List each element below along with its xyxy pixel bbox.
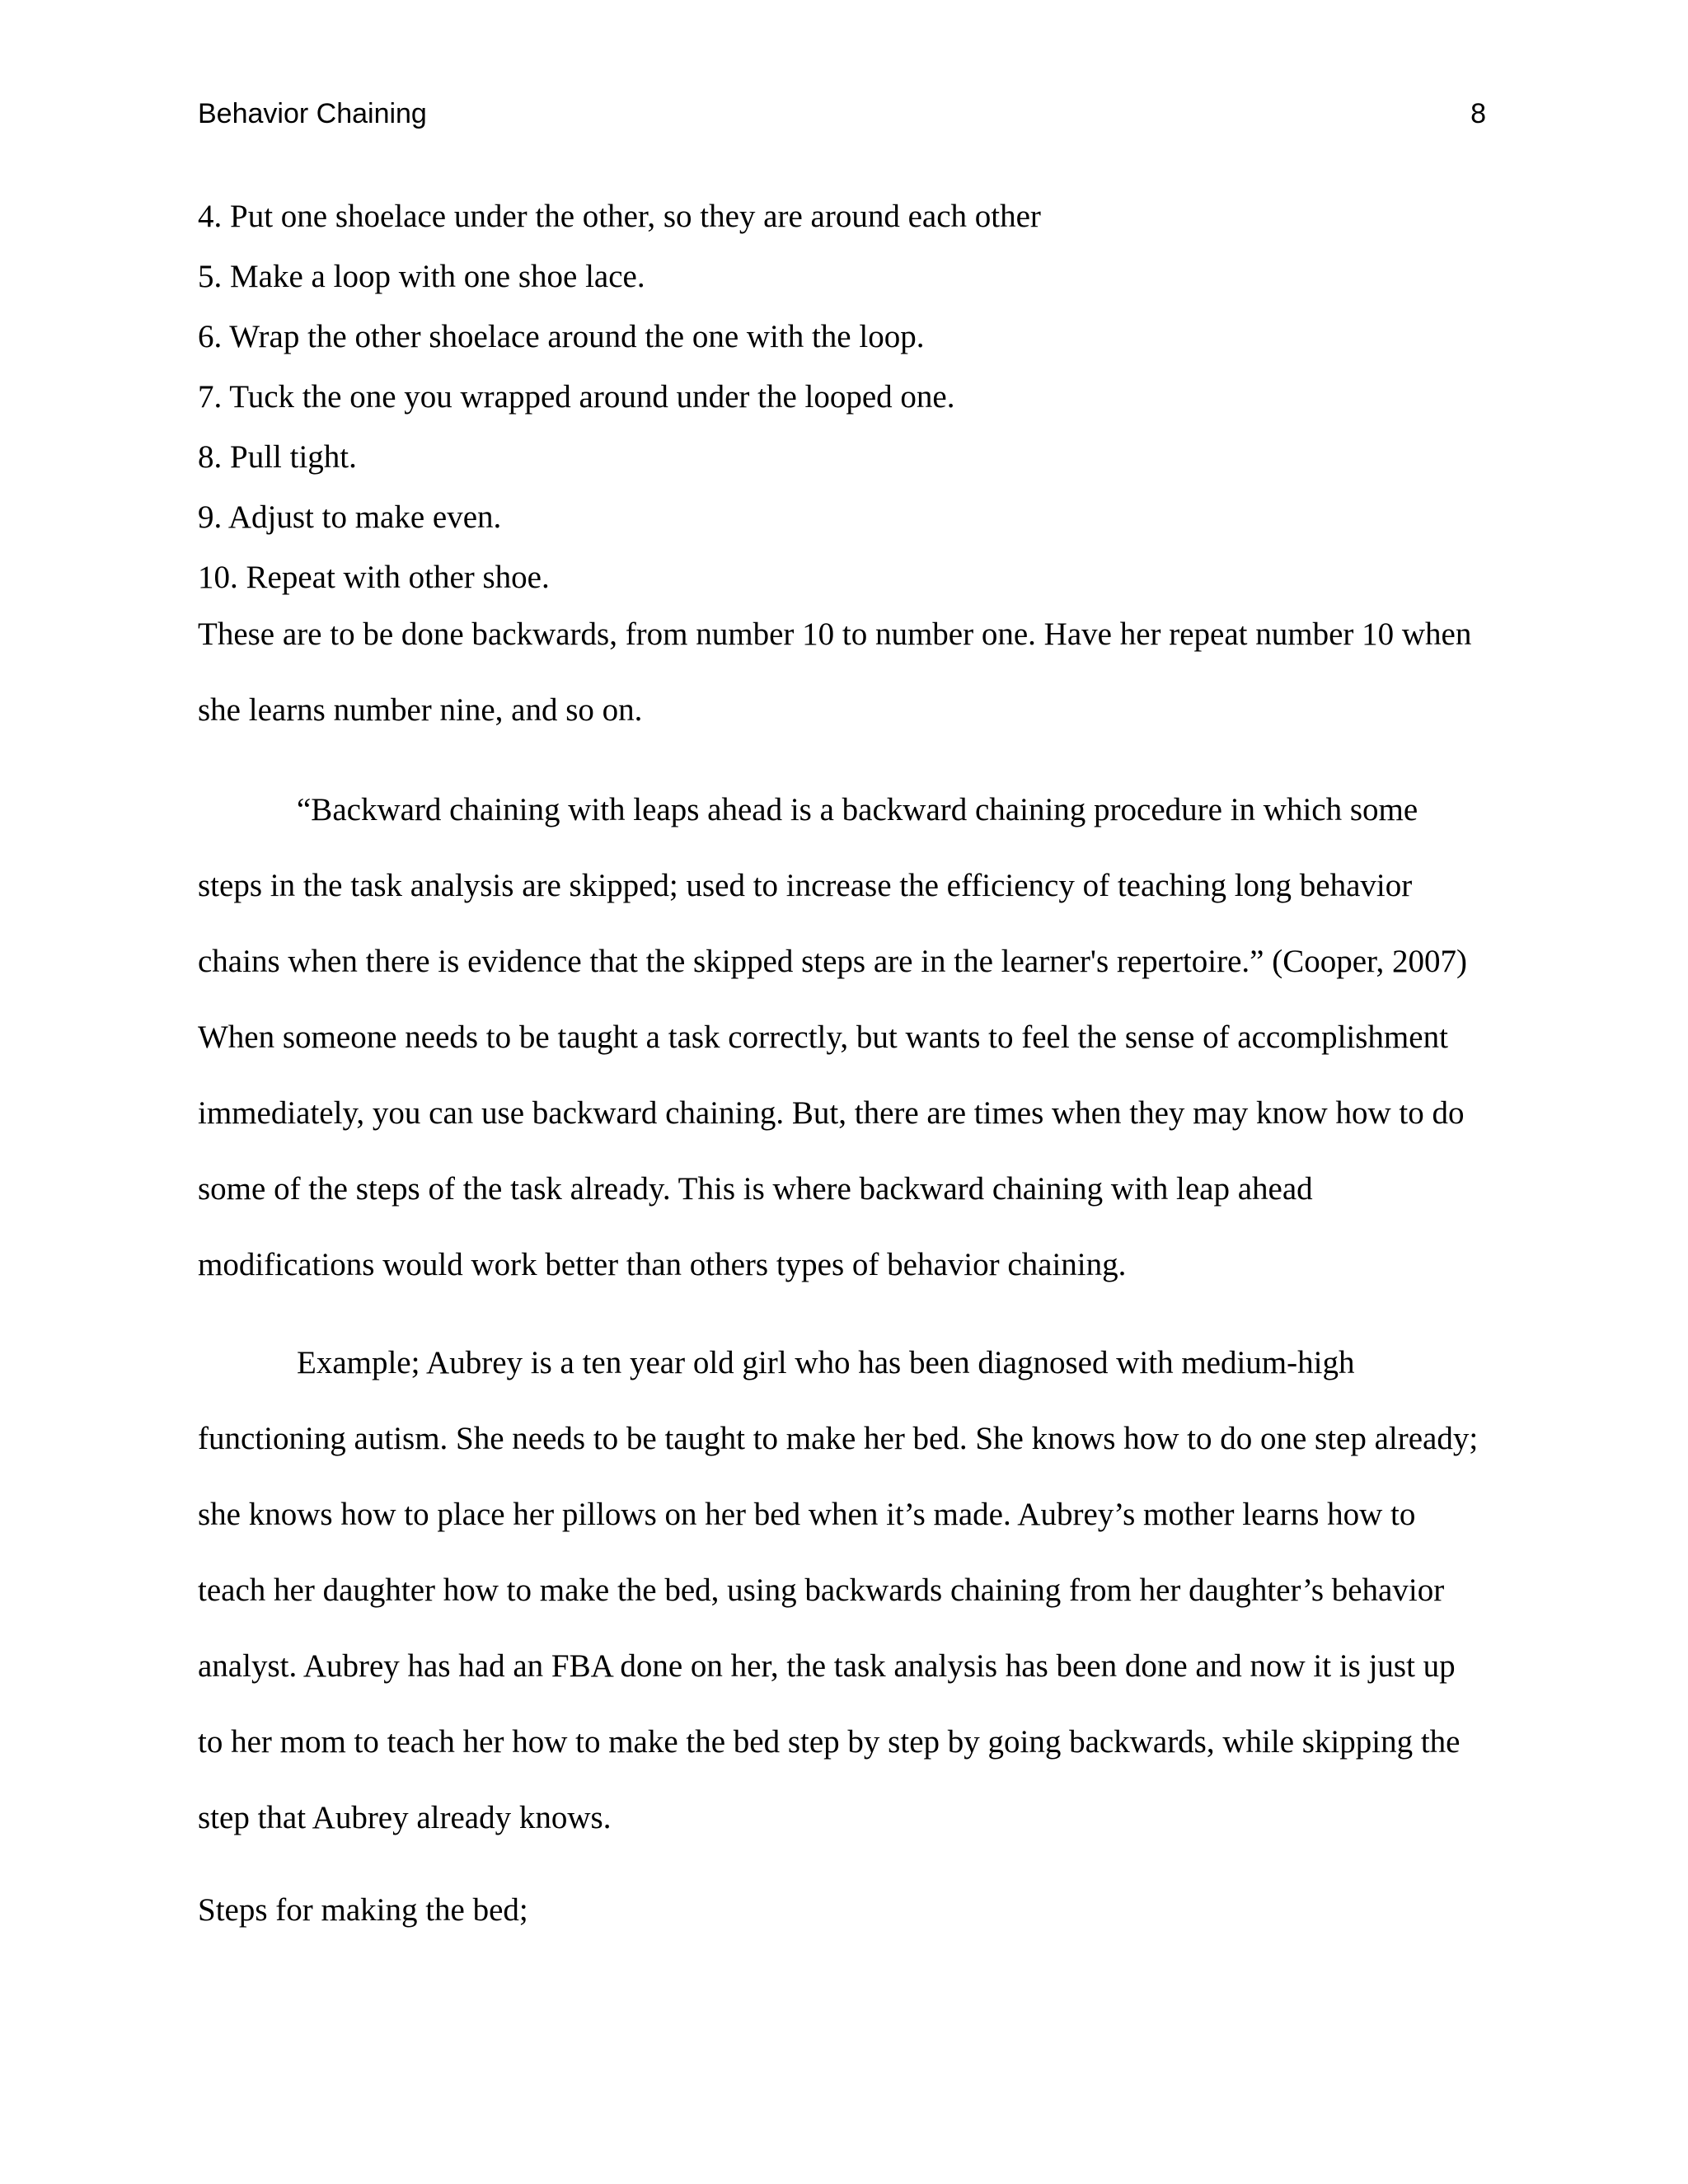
- shoe-tying-steps-list: [198, 196, 1488, 617]
- backwards-instruction-paragraph: These are to be done backwards, from number 10 to number one. Have her repeat number 10 when she learns number nine, and so on.: [198, 616, 1472, 728]
- list-item: 9. Adjust to make even.: [198, 499, 502, 535]
- list-item: 6. Wrap the other shoelace around the one with the loop.: [198, 319, 925, 354]
- backward-chaining-quote-paragraph: “Backward chaining with leaps ahead is a backward chaining procedure in which some steps in the task analysis are skipped; used to increase the efficiency of teaching long behavior chains when there is evidence that the skipped steps are in the learner's repertoire.” (Cooper, 2007) When someone needs to be taught a task correctly, but wants to feel the sense of accomplishment immediately, you can use backward chaining. But, there are times when they may know how to do some of the steps of the task already. This is where backward chaining with leap ahead modifications would work better than others types of behavior chaining.: [198, 792, 1467, 1282]
- aubrey-example-paragraph: Example; Aubrey is a ten year old girl who has been diagnosed with medium-high functioning autism. She needs to be taught to make her bed. She knows how to do one step already; she knows how to place her pillows on her bed when it’s made. Aubrey’s mother learns how to teach her daughter how to make the bed, using backwards chaining from her daughter’s behavior analyst. Aubrey has had an FBA done on her, the task analysis has been done and now it is just up to her mom to teach her how to make the bed step by step by going backwards, while skipping the step that Aubrey already knows.: [198, 1345, 1479, 1835]
- running-header-title: Behavior Chaining: [198, 98, 427, 129]
- list-item: 8. Pull tight.: [198, 439, 357, 475]
- list-item: 10. Repeat with other shoe.: [198, 560, 550, 595]
- bed-steps-heading: Steps for making the bed;: [198, 1892, 528, 1928]
- list-item: 4. Put one shoelace under the other, so they are around each other: [198, 199, 1041, 234]
- list-item: 7. Tuck the one you wrapped around under the looped one.: [198, 379, 955, 415]
- page-number: 8: [1470, 98, 1486, 129]
- list-item: 5. Make a loop with one shoe lace.: [198, 259, 645, 294]
